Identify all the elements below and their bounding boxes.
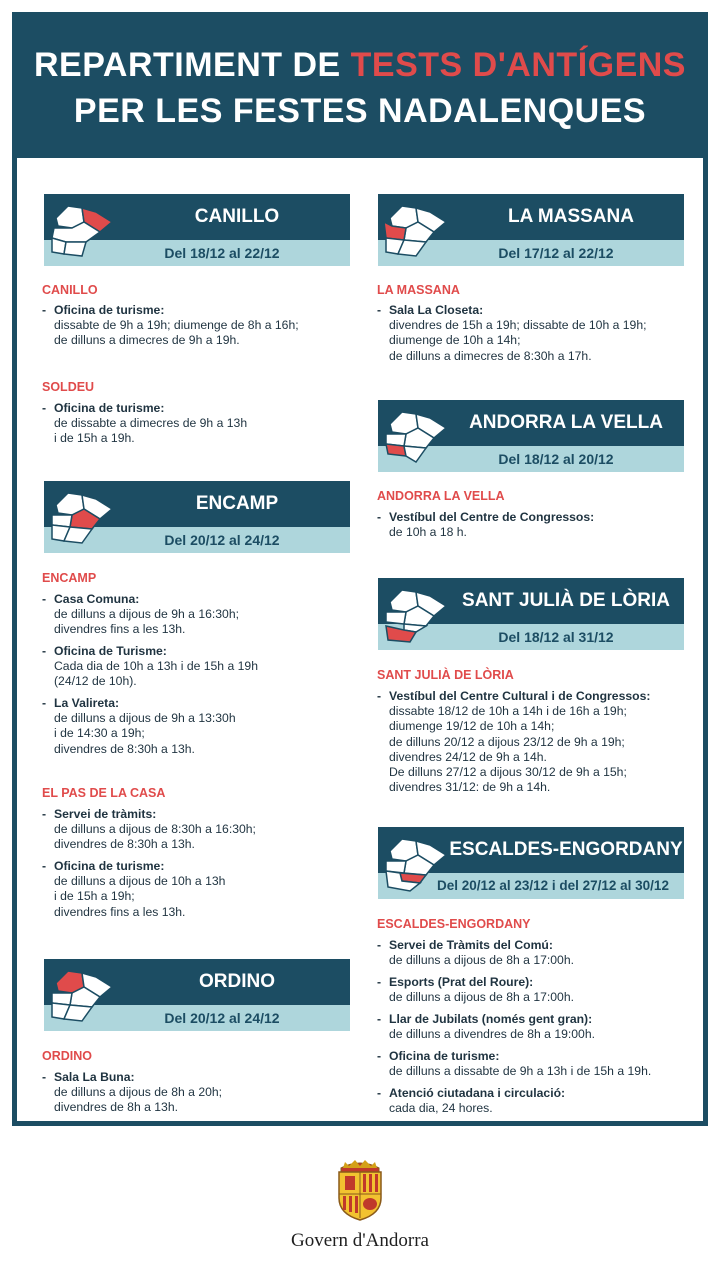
parish-dates: Del 20/12 al 24/12	[164, 532, 280, 548]
poster-title-line1: REPARTIMENT DE TESTS D'ANTÍGENS	[34, 46, 686, 84]
list-item: - Oficina de turisme: de dilluns a dijous de 10h a 13h i de 15h a 19h; divendres fins a les 13h.	[42, 859, 226, 919]
section-title-escaldes-engordany: ESCALDES-ENGORDANY	[377, 917, 531, 931]
andorra-coat-of-arms-icon	[333, 1158, 387, 1222]
list-item: - La Valireta: de dilluns a dijous de 9h a 13:30h i de 14:30 a 19h; divendres de 8:30h a 13h.	[42, 696, 236, 756]
parish-name: LA MASSANA	[508, 206, 634, 227]
section-title-soldeu: SOLDEU	[42, 380, 95, 394]
parish-name: ANDORRA LA VELLA	[469, 412, 663, 433]
parish-dates: Del 20/12 al 23/12 i del 27/12 al 30/12	[437, 878, 669, 893]
parish-dates: Del 17/12 al 22/12	[498, 245, 614, 261]
parish-name: ESCALDES-ENGORDANY	[449, 839, 683, 860]
list-item: - Llar de Jubilats (només gent gran): de dilluns a divendres de 8h a 19:00h.	[377, 1012, 595, 1042]
parish-banner-escaldes-engordany	[378, 827, 684, 899]
section-title-encamp: ENCAMP	[42, 571, 97, 585]
list-item: - Oficina de Turisme: Cada dia de 10h a 13h i de 15h a 19h (24/12 de 10h).	[42, 644, 258, 689]
content-panel	[17, 158, 703, 1121]
list-item: - Vestíbul del Centre de Congressos: de 10h a 18 h.	[377, 510, 595, 540]
poster-header	[12, 12, 708, 158]
list-item: - Esports (Prat del Roure): de dilluns a dijous de 8h a 17:00h.	[377, 975, 574, 1005]
parish-dates: Del 18/12 al 20/12	[498, 451, 614, 467]
list-item: - Servei de tràmits: de dilluns a dijous de 8:30h a 16:30h; divendres de 8:30h a 13h.	[42, 807, 256, 852]
parish-name: SANT JULIÀ DE LÒRIA	[462, 590, 670, 611]
footer	[0, 1140, 720, 1282]
list-item: - Vestíbul del Centre Cultural i de Congressos: dissabte 18/12 de 10h a 14h i de 16h a 19h; diumenge 19/12 de 10h a 14h; de dilluns 20/12 a dijous 23/12 de 9h a 19h; divendres 24/12 de 9h a 14h. De dilluns 27/12 a dijous 30/12 de 9h a 15h; divendres 31/12: de 9h a 14h.	[377, 689, 651, 795]
parish-name: CANILLO	[194, 206, 280, 227]
parish-dates: Del 18/12 al 31/12	[498, 629, 614, 645]
list-item: - Servei de Tràmits del Comú: de dilluns a dijous de 8h a 17:00h.	[377, 938, 574, 968]
poster-title-accent: TESTS D'ANTÍGENS	[350, 46, 686, 84]
section-title-ordino: ORDINO	[42, 1049, 92, 1063]
section-title-la-massana: LA MASSANA	[377, 283, 460, 297]
parish-dates: Del 20/12 al 24/12	[164, 1010, 280, 1026]
parish-banner-andorra-la-vella	[378, 400, 684, 472]
poster-frame	[12, 12, 708, 1126]
list-item: - Sala La Buna: de dilluns a dijous de 8h a 20h; divendres de 8h a 13h.	[42, 1070, 223, 1115]
parish-dates: Del 18/12 al 22/12	[164, 245, 280, 261]
list-item: - Oficina de turisme: dissabte de 9h a 19h; diumenge de 8h a 16h; de dilluns a dimecres de 9h a 19h.	[42, 303, 299, 348]
parish-banner-encamp	[44, 481, 350, 553]
parish-name: ORDINO	[199, 971, 275, 992]
govern-andorra-wordmark: Govern d'Andorra	[291, 1230, 429, 1251]
section-title-andorra-la-vella: ANDORRA LA VELLA	[377, 489, 505, 503]
list-item: - Oficina de turisme: de dilluns a dissabte de 9h a 13h i de 15h a 19h.	[377, 1049, 652, 1079]
parish-banner-canillo	[44, 194, 350, 266]
parish-banner-la-massana	[378, 194, 684, 266]
parish-name: ENCAMP	[195, 493, 279, 514]
list-item: - Atenció ciutadana i circulació: cada dia, 24 hores.	[377, 1086, 566, 1116]
section-title-canillo: CANILLO	[42, 283, 98, 297]
section-title-sant-julia-de-loria: SANT JULIÀ DE LÒRIA	[377, 668, 514, 682]
list-item: - Oficina de turisme: de dissabte a dimecres de 9h a 13h i de 15h a 19h.	[42, 401, 248, 446]
list-item: - Casa Comuna: de dilluns a dijous de 9h a 16:30h; divendres fins a les 13h.	[42, 592, 239, 637]
parish-banner-sant-julia-de-loria	[378, 578, 684, 650]
parish-banner-ordino	[44, 959, 350, 1031]
poster-title-line2: PER LES FESTES NADALENQUES	[73, 92, 647, 130]
section-title-el-pas-de-la-casa: EL PAS DE LA CASA	[42, 786, 166, 800]
list-item: - Sala La Closeta: divendres de 15h a 19h; dissabte de 10h a 19h; diumenge de 10h a 14h; de dilluns a dimecres de 8:30h a 17h.	[377, 303, 647, 363]
